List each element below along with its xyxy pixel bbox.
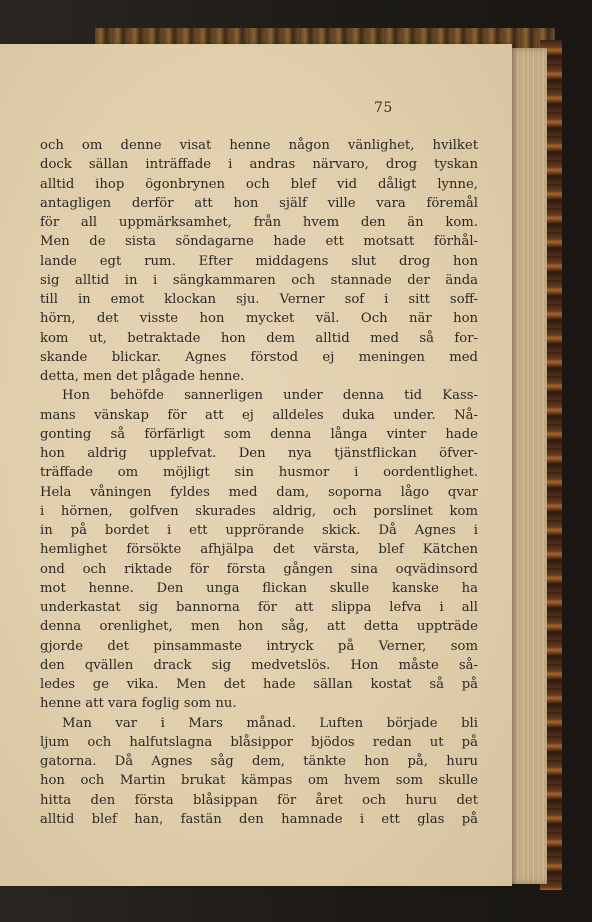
text-line: mans vänskap för att ej alldeles duka under. Nå- xyxy=(40,407,478,423)
text-line: in på bordet i ett upprörande skick. Då Agnes i xyxy=(40,523,478,538)
text-line: ledes ge vika. Men det hade sällan kostat så på xyxy=(40,677,478,692)
text-line: hörn, det visste hon mycket väl. Och när hon xyxy=(40,311,478,327)
text-line: denna orenlighet, men hon såg, att detta uppträde xyxy=(40,619,478,635)
text-line: den qvällen drack sig medvetslös. Hon måste så- xyxy=(40,657,478,673)
text-line: mot henne. Den unga flickan skulle kanske ha xyxy=(40,580,478,596)
text-line: underkastat sig bannorna för att slippa lefva i all xyxy=(40,600,478,615)
text-line: alltid ihop ögonbrynen och blef vid dåligt lynne, xyxy=(40,176,478,192)
text-line: och om denne visat henne någon vänlighet, hvilket xyxy=(40,138,478,153)
text-line: till in emot klockan sju. Verner sof i sitt soff- xyxy=(40,292,478,307)
text-line: antagligen derför att hon själf ville vara föremål xyxy=(40,195,478,211)
text-line: hitta den första blåsippan för året och huru det xyxy=(40,792,478,808)
text-line: Hela våningen fyldes med dam, soporna lågo qvar xyxy=(40,484,478,500)
text-line: hon aldrig upplefvat. Den nya tjänstflickan öfver- xyxy=(40,446,478,461)
text-line: Man var i Mars månad. Luften började bli xyxy=(62,715,478,731)
text-line: hemlighet försökte afhjälpa det värsta, blef Kätchen xyxy=(40,542,478,558)
text-line: henne att vara foglig som nu. xyxy=(40,696,237,712)
body-text xyxy=(40,136,478,829)
text-line: ljum och halfutslagna blåsippor bjödos redan ut på xyxy=(40,734,478,750)
text-line: för all uppmärksamhet, från hvem den än kom. xyxy=(40,215,478,230)
text-line: sig alltid in i sängkammaren och stannade der ända xyxy=(40,272,478,288)
text-line: gjorde det pinsammaste intryck på Verner, som xyxy=(40,638,478,654)
text-line: Hon behöfde sannerligen under denna tid Kass- xyxy=(62,388,478,404)
text-line: gatorna. Då Agnes såg dem, tänkte hon på, huru xyxy=(40,754,478,769)
text-line: träffade om möjligt sin husmor i oordentlighet. xyxy=(40,465,478,481)
text-line: alltid blef han, fastän den hamnade i ett glas på xyxy=(40,811,478,827)
text-line: kom ut, betraktade hon dem alltid med så for- xyxy=(40,330,478,346)
text-line: detta, men det plågade henne. xyxy=(40,369,245,384)
page-number: 75 xyxy=(374,100,393,116)
text-line: dock sällan inträffade i andras närvaro, drog tyskan xyxy=(40,157,478,173)
text-line: Men de sista söndagarne hade ett motsatt förhål- xyxy=(40,234,478,250)
text-line: ond och riktade för första gången sina oqvädinsord xyxy=(40,561,478,577)
text-line: skande blickar. Agnes förstod ej meningen med xyxy=(40,349,478,365)
book-page xyxy=(0,44,512,886)
text-line: gonting så förfärligt som denna långa vinter hade xyxy=(40,426,478,442)
text-line: hon och Martin brukat kämpas om hvem som skulle xyxy=(40,773,478,789)
text-line: i hörnen, golfven skurades aldrig, och porslinet kom xyxy=(40,503,478,519)
text-line: lande egt rum. Efter middagens slut drog hon xyxy=(40,253,478,269)
